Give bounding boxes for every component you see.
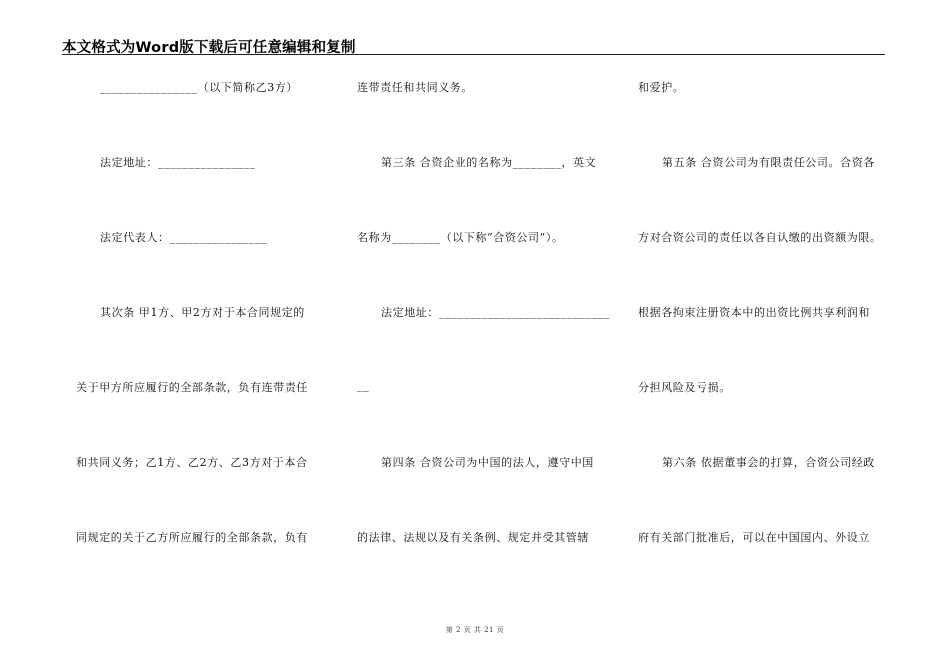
text-column-2 — [357, 0, 610, 672]
text-column-3 — [638, 0, 888, 672]
text-line: 同规定的关于乙方所应履行的全部条款，负有 — [76, 531, 308, 544]
text-line: 第六条 依据董事会的打算，合资公司经政 — [662, 456, 875, 469]
text-line: 和爱护。 — [638, 81, 685, 94]
text-line: 法定地址：____________________________ — [381, 306, 610, 319]
text-line: 连带责任和共同义务。 — [357, 81, 473, 94]
text-line: 其次条 甲1方、甲2方对于本合同规定的 — [100, 306, 305, 319]
text-column-1 — [76, 0, 326, 672]
text-line: 府有关部门批准后，可以在中国国内、外设立 — [638, 531, 870, 544]
text-line: 方对合资公司的责任以各自认缴的出资额为限。 — [638, 231, 882, 244]
text-line: 的法律、法规以及有关条例、规定并受其管辖 — [357, 531, 589, 544]
page-number: 第 2 页 共 21 页 — [445, 626, 505, 634]
text-line: __ — [357, 379, 370, 392]
text-line: 法定代表人：________________ — [100, 231, 268, 244]
text-line: 分担风险及亏损。 — [638, 381, 731, 394]
text-line: 关于甲方所应履行的全部条款，负有连带责任 — [76, 381, 308, 394]
text-line: 第三条 合资企业的名称为________，英文 — [381, 156, 597, 169]
text-line: 根据各拘束注册资本中的出资比例共享利润和 — [638, 306, 870, 319]
text-line: 和共同义务；乙1方、乙2方、乙3方对于本合 — [76, 456, 308, 469]
text-line: 第四条 合资公司为中国的法人，遵守中国 — [381, 456, 594, 469]
text-line: 名称为________（以下称“合资公司”）。 — [357, 231, 564, 244]
text-line: ________________（以下简称乙3方） — [100, 81, 298, 94]
text-line: 第五条 合资公司为有限责任公司。合资各 — [662, 156, 875, 169]
text-line: 法定地址：________________ — [100, 156, 256, 169]
header-title: 本文格式为Word版下载后可任意编辑和复制 — [62, 40, 356, 56]
